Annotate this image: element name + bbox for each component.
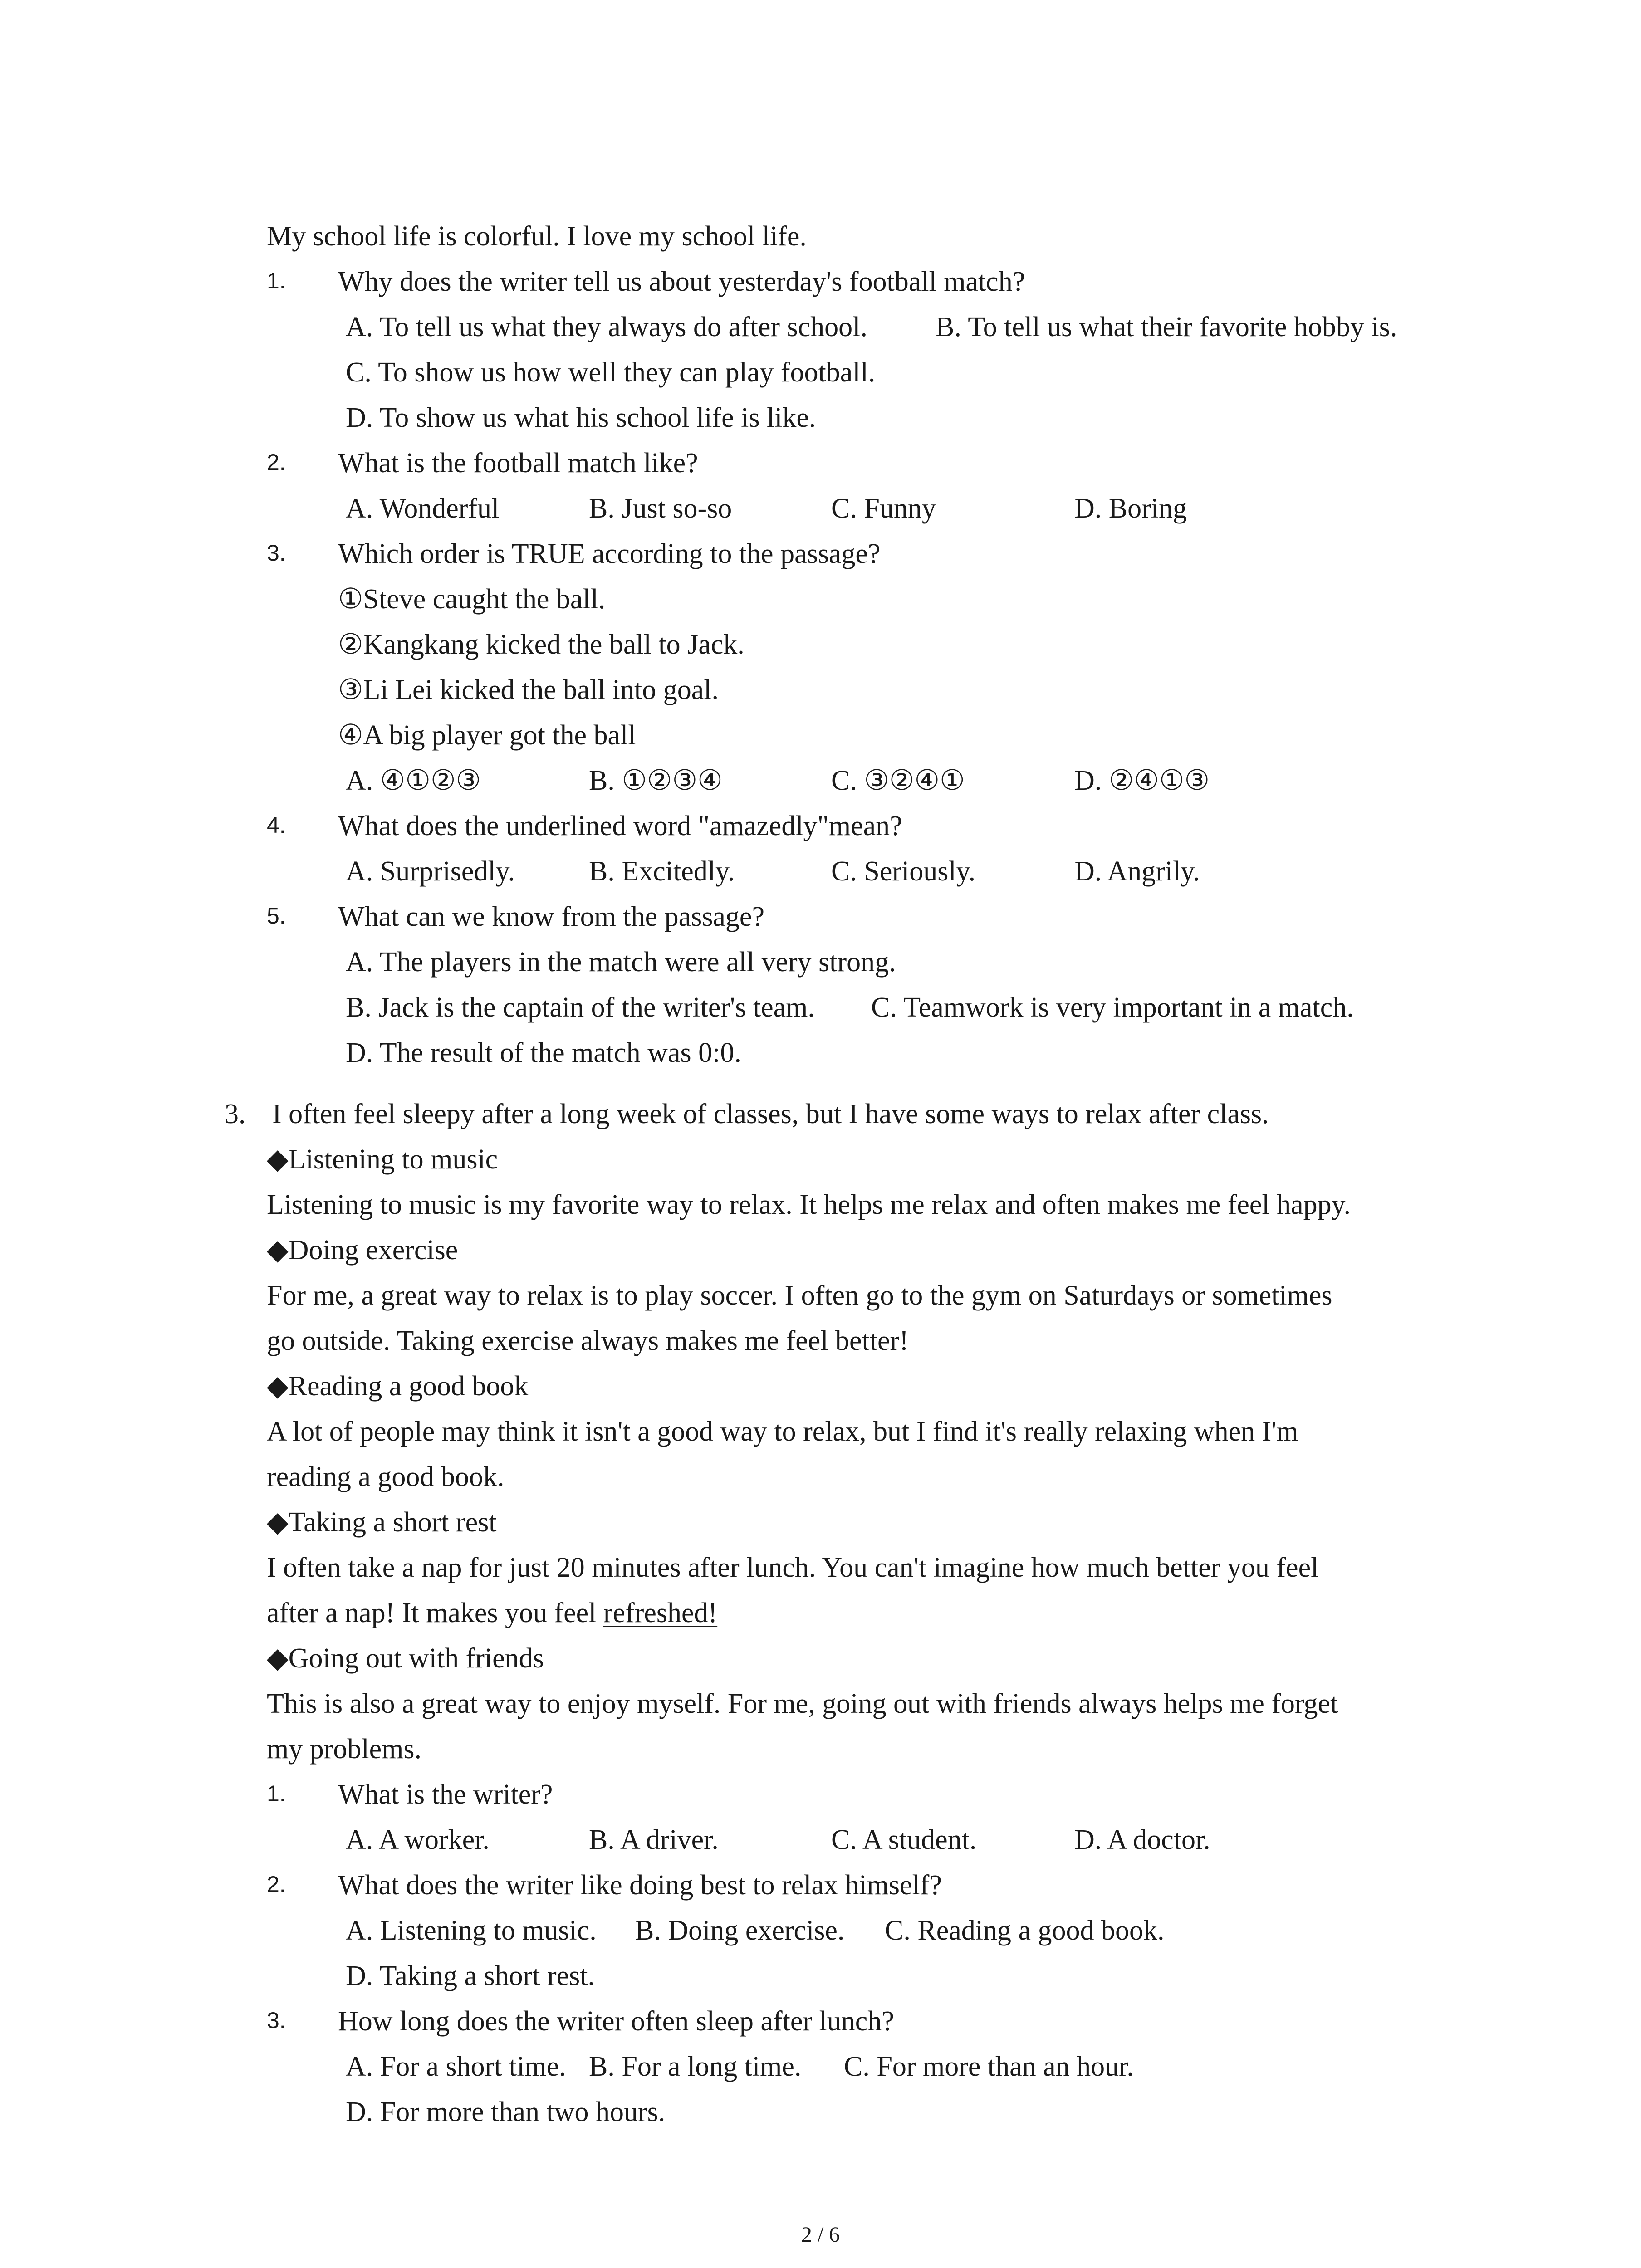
passage-closing-line: My school life is colorful. I love my school life.: [267, 221, 807, 252]
paragraph-line: my problems.: [267, 1734, 421, 1765]
answer-option: C. For more than an hour.: [844, 2051, 1134, 2082]
answer-option: A. For a short time.: [346, 2051, 566, 2082]
question-number: 3.: [267, 540, 286, 566]
answer-option: A. To tell us what they always do after school.: [346, 312, 867, 342]
question-stem: Which order is TRUE according to the passage?: [338, 538, 881, 569]
paragraph-line: For me, a great way to relax is to play soccer. I often go to the gym on Saturdays or sometimes: [267, 1280, 1332, 1311]
paragraph-line: [267, 1599, 717, 1631]
underlined-word: refreshed!: [603, 1598, 718, 1628]
answer-option: A. A worker.: [346, 1824, 490, 1855]
paragraph-line: This is also a great way to enjoy myself. For me, going out with friends always helps me forget: [267, 1688, 1338, 1719]
question-number: 4.: [267, 812, 286, 838]
question-stem: Why does the writer tell us about yesterday's football match?: [338, 266, 1025, 297]
answer-option: B. Just so-so: [589, 493, 732, 524]
passage-intro: I often feel sleepy after a long week of classes, but I have some ways to relax after class.: [272, 1099, 1269, 1129]
section-heading: ◆Listening to music: [267, 1144, 498, 1175]
answer-option: D. ②④①③: [1074, 765, 1210, 796]
answer-option: D. The result of the match was 0:0.: [346, 1037, 741, 1068]
answer-option: A. Listening to music.: [346, 1915, 597, 1946]
answer-option: A. Wonderful: [346, 493, 500, 524]
answer-option: B. A driver.: [589, 1824, 719, 1855]
event-item: ①Steve caught the ball.: [338, 584, 606, 615]
answer-option: B. To tell us what their favorite hobby is.: [936, 312, 1397, 342]
answer-option: B. Excitedly.: [589, 856, 735, 887]
answer-option: B. Doing exercise.: [635, 1915, 845, 1946]
paragraph-text: after a nap! It makes you feel: [267, 1598, 603, 1628]
answer-option: C. ③②④①: [831, 765, 965, 796]
section-heading: ◆Reading a good book: [267, 1371, 529, 1402]
question-stem: What is the football match like?: [338, 448, 698, 479]
question-stem: How long does the writer often sleep after lunch?: [338, 2006, 894, 2037]
section-heading: ◆Going out with friends: [267, 1643, 544, 1674]
answer-option: D. To show us what his school life is like.: [346, 402, 816, 433]
paragraph-line: Listening to music is my favorite way to relax. It helps me relax and often makes me feel happy.: [267, 1189, 1351, 1220]
answer-option: B. ①②③④: [589, 765, 723, 796]
answer-option: B. Jack is the captain of the writer's team.: [346, 992, 815, 1023]
page-number: 2 / 6: [801, 2223, 840, 2247]
paragraph-line: A lot of people may think it isn't a good way to relax, but I find it's really relaxing when I'm: [267, 1416, 1298, 1447]
answer-option: A. Surprisedly.: [346, 856, 515, 887]
question-stem: What does the underlined word "amazedly"mean?: [338, 811, 902, 841]
answer-option: D. Angrily.: [1074, 856, 1200, 887]
answer-option: D. Taking a short rest.: [346, 1960, 595, 1991]
question-number: 5.: [267, 903, 286, 929]
section-heading: ◆Doing exercise: [267, 1235, 458, 1266]
event-item: ④A big player got the ball: [338, 720, 636, 751]
answer-option: C. Funny: [831, 493, 936, 524]
paragraph-line: I often take a nap for just 20 minutes after lunch. You can't imagine how much better you feel: [267, 1552, 1319, 1583]
question-number: 1.: [267, 1781, 286, 1806]
answer-option: C. Teamwork is very important in a match.: [871, 992, 1354, 1023]
question-number: 2.: [267, 1872, 286, 1897]
answer-option: A. The players in the match were all very strong.: [346, 947, 896, 978]
answer-option: C. To show us how well they can play football.: [346, 357, 876, 388]
answer-option: B. For a long time.: [589, 2051, 802, 2082]
answer-option: C. A student.: [831, 1824, 977, 1855]
answer-option: D. A doctor.: [1074, 1824, 1210, 1855]
question-number: 1.: [267, 268, 286, 293]
answer-option: C. Seriously.: [831, 856, 976, 887]
question-number: 2.: [267, 450, 286, 475]
question-number: 3.: [267, 2008, 286, 2033]
question-stem: What does the writer like doing best to relax himself?: [338, 1870, 942, 1901]
paragraph-line: go outside. Taking exercise always makes me feel better!: [267, 1325, 909, 1356]
passage-number: 3.: [225, 1099, 246, 1129]
event-item: ②Kangkang kicked the ball to Jack.: [338, 629, 745, 660]
answer-option: D. For more than two hours.: [346, 2097, 666, 2127]
section-heading: ◆Taking a short rest: [267, 1507, 497, 1538]
answer-option: C. Reading a good book.: [885, 1915, 1165, 1946]
paragraph-line: reading a good book.: [267, 1461, 505, 1492]
event-item: ③Li Lei kicked the ball into goal.: [338, 675, 719, 705]
answer-option: A. ④①②③: [346, 765, 481, 796]
question-stem: What can we know from the passage?: [338, 901, 764, 932]
question-stem: What is the writer?: [338, 1779, 553, 1810]
answer-option: D. Boring: [1074, 493, 1187, 524]
